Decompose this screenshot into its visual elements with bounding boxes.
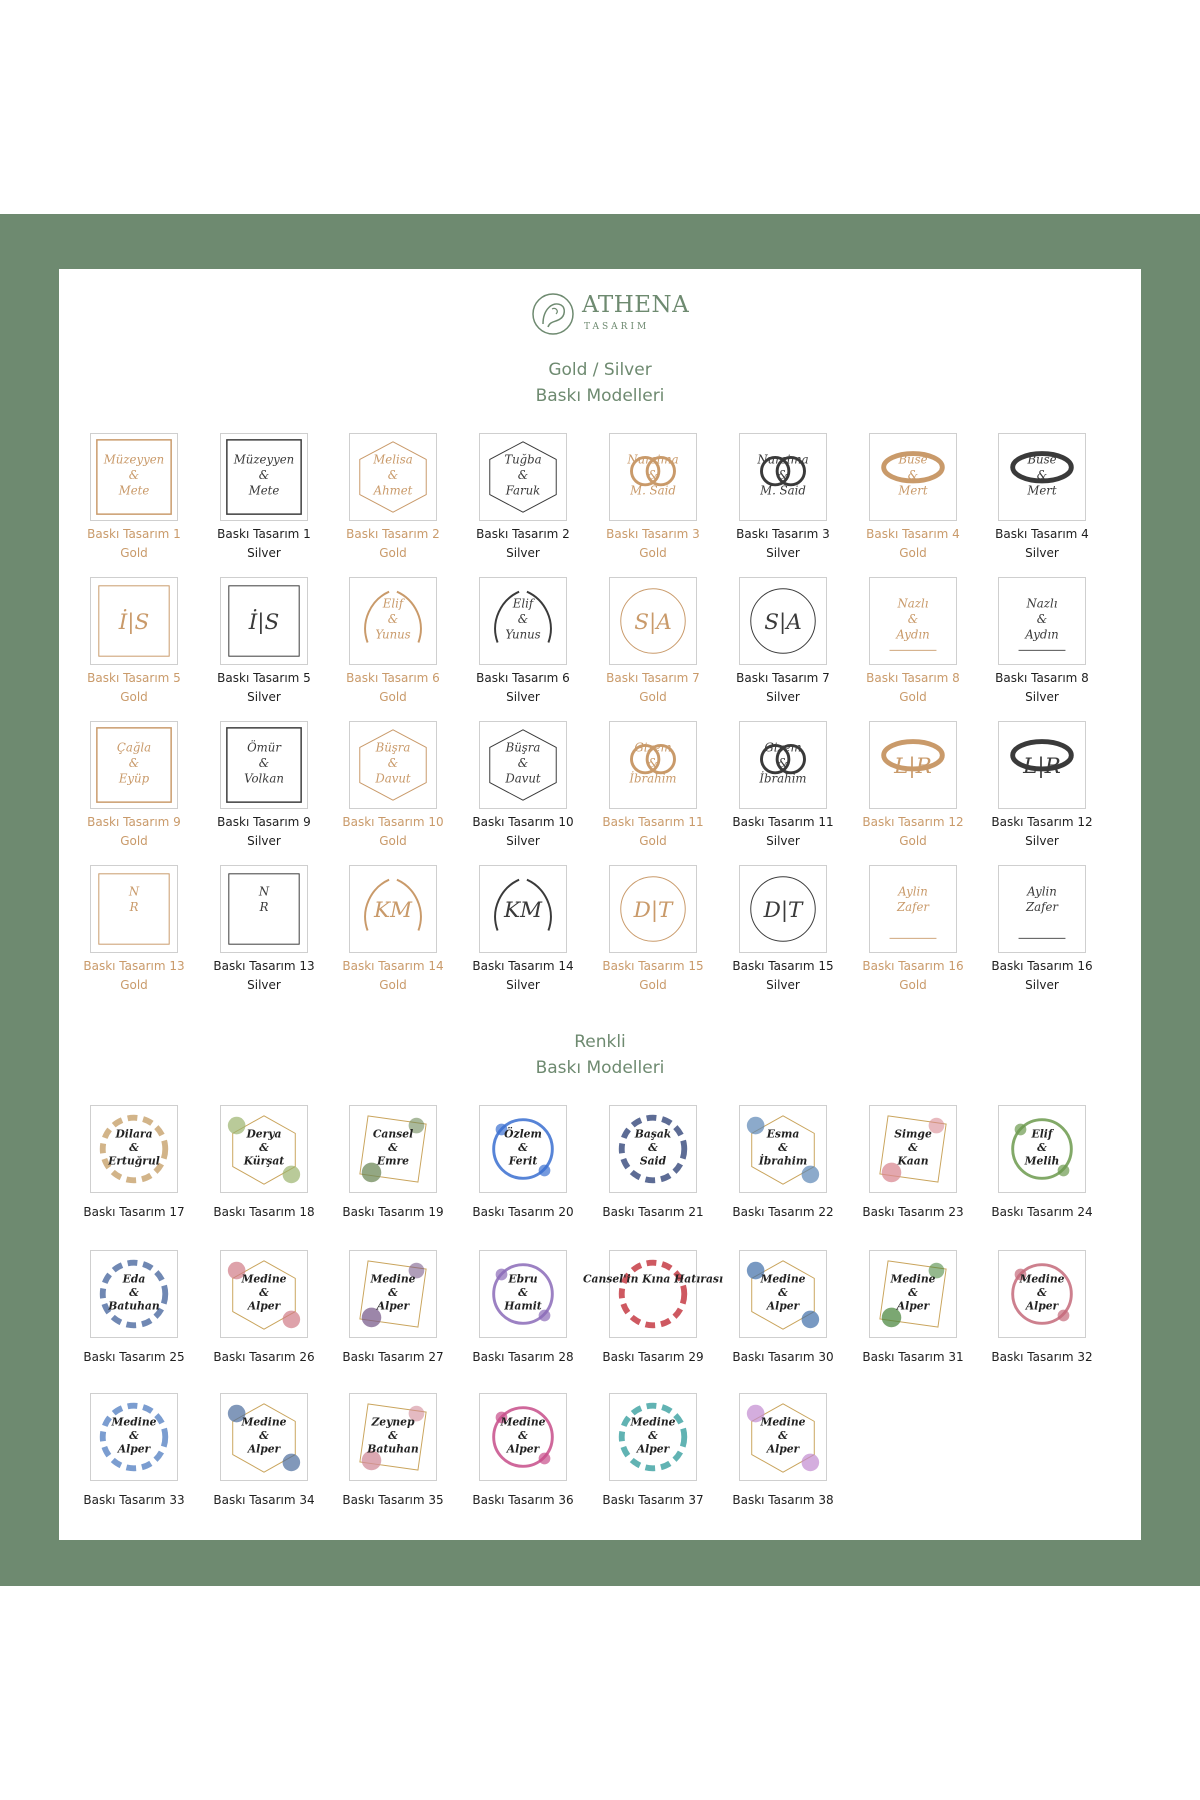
- design-name: Baskı Tasarım 12: [862, 815, 964, 829]
- design-finish: Silver: [766, 834, 800, 848]
- design-name: Baskı Tasarım 18: [213, 1205, 315, 1219]
- design-thumbnail[interactable]: [869, 721, 957, 809]
- svg-text:Mert: Mert: [1027, 483, 1057, 498]
- svg-text:Medine: Medine: [370, 1272, 416, 1286]
- brand-logo: [528, 289, 690, 345]
- design-thumbnail[interactable]: [90, 721, 178, 809]
- svg-text:&: &: [129, 1140, 139, 1154]
- design-thumbnail[interactable]: [479, 577, 567, 665]
- design-name: Baskı Tasarım 35: [342, 1493, 444, 1507]
- design-thumbnail[interactable]: [869, 865, 957, 953]
- design-thumbnail[interactable]: [582, 1250, 724, 1338]
- svg-text:Alper: Alper: [247, 1442, 281, 1456]
- svg-text:&: &: [518, 1140, 528, 1154]
- design-name: Baskı Tasarım 16: [862, 959, 964, 973]
- svg-text:&: &: [258, 467, 270, 482]
- svg-text:Medine: Medine: [111, 1415, 157, 1429]
- design-thumbnail[interactable]: [609, 865, 697, 953]
- design-thumbnail[interactable]: [349, 721, 437, 809]
- design-thumbnail[interactable]: [479, 433, 567, 521]
- svg-text:İbrahim: İbrahim: [629, 771, 677, 786]
- svg-text:&: &: [907, 611, 919, 626]
- svg-text:Cansel'in Kına Hatırası: Cansel'in Kına Hatırası: [582, 1272, 724, 1286]
- design-finish: Gold: [639, 690, 667, 704]
- svg-text:Faruk: Faruk: [505, 483, 541, 498]
- catalog-panel: [59, 269, 1141, 1540]
- design-thumbnail[interactable]: [220, 577, 308, 665]
- design-name: Baskı Tasarım 25: [83, 1350, 185, 1364]
- design-name: Baskı Tasarım 7: [736, 671, 830, 685]
- design-thumbnail[interactable]: [479, 1393, 567, 1481]
- design-thumbnail[interactable]: [998, 433, 1086, 521]
- svg-text:&: &: [129, 1428, 139, 1442]
- svg-text:Medine: Medine: [500, 1415, 546, 1429]
- design-name: Baskı Tasarım 20: [472, 1205, 574, 1219]
- design-name: Baskı Tasarım 31: [862, 1350, 964, 1364]
- svg-text:Buse: Buse: [1027, 452, 1057, 467]
- svg-text:Başak: Başak: [634, 1127, 672, 1141]
- svg-text:Alper: Alper: [506, 1442, 540, 1456]
- design-name: Baskı Tasarım 29: [602, 1350, 704, 1364]
- svg-text:Medine: Medine: [760, 1415, 806, 1429]
- design-thumbnail[interactable]: [220, 1250, 308, 1338]
- design-thumbnail[interactable]: [349, 433, 437, 521]
- design-finish: Gold: [120, 546, 148, 560]
- design-name: Baskı Tasarım 15: [732, 959, 834, 973]
- svg-text:D|T: D|T: [633, 897, 673, 923]
- svg-text:R: R: [259, 899, 269, 914]
- design-name: Baskı Tasarım 8: [866, 671, 960, 685]
- design-name: Baskı Tasarım 9: [87, 815, 181, 829]
- design-thumbnail[interactable]: [349, 865, 437, 953]
- svg-text:&: &: [258, 755, 270, 770]
- design-thumbnail[interactable]: [998, 1250, 1086, 1338]
- design-name: Baskı Tasarım 12: [991, 815, 1093, 829]
- svg-text:Zafer: Zafer: [896, 899, 930, 914]
- svg-text:&: &: [518, 1428, 528, 1442]
- svg-text:Emre: Emre: [376, 1154, 410, 1168]
- design-name: Baskı Tasarım 23: [862, 1205, 964, 1219]
- svg-text:L|R: L|R: [894, 753, 932, 779]
- design-finish: Gold: [639, 834, 667, 848]
- design-finish: Silver: [1025, 978, 1059, 992]
- svg-text:&: &: [778, 1140, 788, 1154]
- svg-text:Tuğba: Tuğba: [504, 452, 542, 467]
- design-finish: Gold: [899, 978, 927, 992]
- svg-text:Kaan: Kaan: [897, 1154, 929, 1168]
- design-thumbnail[interactable]: [90, 1393, 178, 1481]
- design-finish: Gold: [120, 978, 148, 992]
- design-name: Baskı Tasarım 1: [87, 527, 181, 541]
- design-name: Baskı Tasarım 2: [476, 527, 570, 541]
- svg-text:Dilara: Dilara: [115, 1127, 153, 1141]
- svg-text:İbrahim: İbrahim: [759, 771, 807, 786]
- svg-text:L|R: L|R: [1023, 753, 1061, 779]
- svg-text:Büşra: Büşra: [375, 740, 411, 755]
- design-thumbnail[interactable]: [998, 721, 1086, 809]
- design-name: Baskı Tasarım 19: [342, 1205, 444, 1219]
- svg-text:M. Said: M. Said: [760, 483, 806, 498]
- design-finish: Silver: [247, 546, 281, 560]
- section-heading-color: [59, 1029, 1141, 1081]
- design-name: Baskı Tasarım 14: [472, 959, 574, 973]
- design-name: Baskı Tasarım 26: [213, 1350, 315, 1364]
- svg-text:Müzeyyen: Müzeyyen: [233, 452, 295, 467]
- svg-text:Medine: Medine: [760, 1272, 806, 1286]
- svg-text:Medine: Medine: [630, 1415, 676, 1429]
- svg-text:Gizem: Gizem: [764, 740, 802, 755]
- svg-text:&: &: [387, 755, 399, 770]
- svg-text:Melih: Melih: [1024, 1154, 1060, 1168]
- svg-text:&: &: [518, 1285, 528, 1299]
- svg-text:Alper: Alper: [766, 1442, 800, 1456]
- design-name: Baskı Tasarım 33: [83, 1493, 185, 1507]
- svg-text:Nazlı: Nazlı: [1026, 596, 1058, 611]
- svg-text:Gizem: Gizem: [634, 740, 672, 755]
- svg-text:&: &: [387, 467, 399, 482]
- design-finish: Silver: [766, 546, 800, 560]
- svg-text:Medine: Medine: [241, 1415, 287, 1429]
- svg-text:Alper: Alper: [636, 1442, 670, 1456]
- svg-text:M. Said: M. Said: [630, 483, 676, 498]
- design-thumbnail[interactable]: [869, 1250, 957, 1338]
- design-thumbnail[interactable]: [220, 865, 308, 953]
- design-finish: Silver: [1025, 546, 1059, 560]
- svg-text:&: &: [517, 611, 529, 626]
- design-name: Baskı Tasarım 1: [217, 527, 311, 541]
- design-name: Baskı Tasarım 9: [217, 815, 311, 829]
- svg-text:Müzeyyen: Müzeyyen: [103, 452, 165, 467]
- svg-text:&: &: [128, 467, 140, 482]
- design-thumbnail[interactable]: [869, 577, 957, 665]
- section-heading-metal: [59, 357, 1141, 409]
- svg-text:N: N: [258, 884, 270, 899]
- design-thumbnail[interactable]: [998, 1105, 1086, 1193]
- design-thumbnail[interactable]: [609, 1105, 697, 1193]
- svg-text:&: &: [388, 1140, 398, 1154]
- svg-text:Derya: Derya: [246, 1127, 282, 1141]
- svg-text:Ebru: Ebru: [508, 1272, 538, 1286]
- svg-text:&: &: [129, 1285, 139, 1299]
- design-name: Baskı Tasarım 6: [346, 671, 440, 685]
- svg-text:&: &: [1036, 467, 1048, 482]
- svg-text:S|A: S|A: [764, 609, 802, 635]
- design-name: Baskı Tasarım 21: [602, 1205, 704, 1219]
- svg-text:&: &: [908, 1285, 918, 1299]
- svg-text:&: &: [517, 467, 529, 482]
- design-thumbnail[interactable]: [739, 433, 827, 521]
- svg-text:Kürşat: Kürşat: [243, 1154, 285, 1168]
- design-finish: Silver: [247, 690, 281, 704]
- design-thumbnail[interactable]: [90, 865, 178, 953]
- svg-text:Cansel: Cansel: [372, 1127, 414, 1141]
- design-thumbnail[interactable]: [739, 721, 827, 809]
- svg-text:Volkan: Volkan: [244, 771, 284, 786]
- svg-text:Yunus: Yunus: [375, 627, 411, 642]
- design-finish: Silver: [506, 546, 540, 560]
- brand-name: ATHENA: [582, 292, 690, 318]
- svg-text:Medine: Medine: [890, 1272, 936, 1286]
- design-name: Baskı Tasarım 10: [472, 815, 574, 829]
- svg-text:&: &: [778, 1428, 788, 1442]
- design-finish: Gold: [379, 690, 407, 704]
- design-finish: Gold: [899, 834, 927, 848]
- design-thumbnail[interactable]: [739, 1250, 827, 1338]
- design-name: Baskı Tasarım 34: [213, 1493, 315, 1507]
- svg-text:Alper: Alper: [376, 1299, 410, 1313]
- svg-text:Batuhan: Batuhan: [367, 1442, 419, 1456]
- svg-text:Yunus: Yunus: [505, 627, 541, 642]
- design-thumbnail[interactable]: [479, 865, 567, 953]
- section-color-line1: Renkli: [574, 1032, 626, 1052]
- design-finish: Gold: [120, 690, 148, 704]
- design-thumbnail[interactable]: [90, 433, 178, 521]
- design-name: Baskı Tasarım 3: [736, 527, 830, 541]
- svg-text:Mete: Mete: [248, 483, 280, 498]
- svg-text:R: R: [129, 899, 139, 914]
- svg-text:Medine: Medine: [1019, 1272, 1065, 1286]
- design-name: Baskı Tasarım 11: [732, 815, 834, 829]
- design-thumbnail[interactable]: [869, 433, 957, 521]
- section-color-line2: Baskı Modelleri: [535, 1058, 665, 1078]
- svg-text:Elif: Elif: [512, 596, 534, 611]
- svg-text:Alper: Alper: [117, 1442, 151, 1456]
- design-thumbnail[interactable]: [90, 577, 178, 665]
- svg-text:Elif: Elif: [382, 596, 404, 611]
- svg-text:Batuhan: Batuhan: [108, 1299, 160, 1313]
- design-name: Baskı Tasarım 38: [732, 1493, 834, 1507]
- svg-text:KM: KM: [373, 897, 413, 923]
- design-finish: Gold: [899, 546, 927, 560]
- svg-text:&: &: [648, 1140, 658, 1154]
- design-finish: Gold: [639, 978, 667, 992]
- design-thumbnail[interactable]: [609, 1393, 697, 1481]
- svg-text:Zafer: Zafer: [1025, 899, 1059, 914]
- design-name: Baskı Tasarım 27: [342, 1350, 444, 1364]
- design-thumbnail[interactable]: [739, 865, 827, 953]
- svg-text:KM: KM: [503, 897, 543, 923]
- athena-head-icon: [528, 289, 578, 339]
- svg-text:&: &: [777, 755, 789, 770]
- svg-text:&: &: [647, 467, 659, 482]
- design-name: Baskı Tasarım 32: [991, 1350, 1093, 1364]
- svg-text:Aydın: Aydın: [896, 627, 930, 642]
- svg-text:&: &: [388, 1285, 398, 1299]
- svg-text:Alper: Alper: [766, 1299, 800, 1313]
- svg-text:Alper: Alper: [247, 1299, 281, 1313]
- design-name: Baskı Tasarım 4: [866, 527, 960, 541]
- design-name: Baskı Tasarım 8: [995, 671, 1089, 685]
- svg-text:Ertuğrul: Ertuğrul: [108, 1154, 160, 1168]
- design-thumbnail[interactable]: [90, 1250, 178, 1338]
- design-thumbnail[interactable]: [349, 1393, 437, 1481]
- design-thumbnail[interactable]: [739, 1393, 827, 1481]
- svg-text:Davut: Davut: [505, 771, 541, 786]
- design-thumbnail[interactable]: [90, 1105, 178, 1193]
- design-name: Baskı Tasarım 4: [995, 527, 1089, 541]
- svg-text:&: &: [517, 755, 529, 770]
- svg-text:Ömür: Ömür: [247, 740, 281, 755]
- svg-text:&: &: [128, 755, 140, 770]
- svg-text:Ferit: Ferit: [508, 1154, 538, 1168]
- svg-text:&: &: [648, 1428, 658, 1442]
- design-name: Baskı Tasarım 10: [342, 815, 444, 829]
- svg-text:Aylin: Aylin: [1027, 884, 1057, 899]
- design-thumbnail[interactable]: [479, 721, 567, 809]
- design-finish: Gold: [379, 978, 407, 992]
- svg-text:S|A: S|A: [634, 609, 672, 635]
- svg-text:&: &: [777, 467, 789, 482]
- design-name: Baskı Tasarım 13: [213, 959, 315, 973]
- design-name: Baskı Tasarım 14: [342, 959, 444, 973]
- design-name: Baskı Tasarım 37: [602, 1493, 704, 1507]
- svg-text:Ahmet: Ahmet: [373, 483, 413, 498]
- svg-text:&: &: [908, 1140, 918, 1154]
- design-thumbnail[interactable]: [220, 1393, 308, 1481]
- design-name: Baskı Tasarım 30: [732, 1350, 834, 1364]
- design-name: Baskı Tasarım 5: [217, 671, 311, 685]
- svg-text:&: &: [259, 1140, 269, 1154]
- design-name: Baskı Tasarım 28: [472, 1350, 574, 1364]
- section-metal-line1: Gold / Silver: [548, 360, 652, 380]
- svg-text:Mert: Mert: [898, 483, 928, 498]
- design-thumbnail[interactable]: [739, 1105, 827, 1193]
- svg-text:İ|S: İ|S: [118, 609, 150, 635]
- design-thumbnail[interactable]: [220, 433, 308, 521]
- svg-text:Hamit: Hamit: [504, 1299, 542, 1313]
- svg-text:Eda: Eda: [122, 1272, 146, 1286]
- design-finish: Gold: [899, 690, 927, 704]
- svg-text:Medine: Medine: [241, 1272, 287, 1286]
- design-name: Baskı Tasarım 15: [602, 959, 704, 973]
- design-name: Baskı Tasarım 13: [83, 959, 185, 973]
- design-finish: Gold: [639, 546, 667, 560]
- design-name: Baskı Tasarım 3: [606, 527, 700, 541]
- design-thumbnail[interactable]: [220, 721, 308, 809]
- design-name: Baskı Tasarım 16: [991, 959, 1093, 973]
- svg-text:D|T: D|T: [763, 897, 803, 923]
- design-thumbnail[interactable]: [349, 577, 437, 665]
- svg-text:&: &: [647, 755, 659, 770]
- svg-text:Elif: Elif: [1031, 1127, 1053, 1141]
- design-finish: Silver: [766, 690, 800, 704]
- svg-text:Esma: Esma: [766, 1127, 800, 1141]
- svg-text:Eyüp: Eyüp: [118, 771, 150, 786]
- design-thumbnail[interactable]: [479, 1250, 567, 1338]
- svg-text:İbrahim: İbrahim: [758, 1154, 808, 1168]
- svg-text:Alper: Alper: [1025, 1299, 1059, 1313]
- svg-text:Said: Said: [639, 1154, 667, 1168]
- svg-text:Davut: Davut: [375, 771, 411, 786]
- design-thumbnail[interactable]: [349, 1105, 437, 1193]
- svg-text:Nursima: Nursima: [627, 452, 679, 467]
- design-finish: Silver: [506, 978, 540, 992]
- svg-text:&: &: [387, 611, 399, 626]
- design-thumbnail[interactable]: [869, 1105, 957, 1193]
- svg-text:Zeynep: Zeynep: [371, 1415, 415, 1429]
- design-name: Baskı Tasarım 17: [83, 1205, 185, 1219]
- svg-text:Mete: Mete: [118, 483, 150, 498]
- svg-text:Aydın: Aydın: [1025, 627, 1059, 642]
- svg-text:Özlem: Özlem: [504, 1127, 542, 1141]
- svg-text:Çağla: Çağla: [116, 740, 152, 755]
- svg-text:Büşra: Büşra: [505, 740, 541, 755]
- design-name: Baskı Tasarım 5: [87, 671, 181, 685]
- design-thumbnail[interactable]: [998, 865, 1086, 953]
- svg-text:&: &: [907, 467, 919, 482]
- design-name: Baskı Tasarım 7: [606, 671, 700, 685]
- design-thumbnail[interactable]: [998, 577, 1086, 665]
- design-name: Baskı Tasarım 24: [991, 1205, 1093, 1219]
- svg-text:&: &: [778, 1285, 788, 1299]
- design-finish: Silver: [766, 978, 800, 992]
- design-name: Baskı Tasarım 2: [346, 527, 440, 541]
- design-finish: Silver: [506, 690, 540, 704]
- design-finish: Gold: [120, 834, 148, 848]
- design-finish: Silver: [1025, 690, 1059, 704]
- design-name: Baskı Tasarım 36: [472, 1493, 574, 1507]
- design-finish: Silver: [247, 978, 281, 992]
- design-name: Baskı Tasarım 11: [602, 815, 704, 829]
- design-thumbnail[interactable]: [479, 1105, 567, 1193]
- svg-text:&: &: [388, 1428, 398, 1442]
- design-thumbnail[interactable]: [220, 1105, 308, 1193]
- svg-text:Alper: Alper: [896, 1299, 930, 1313]
- design-finish: Silver: [247, 834, 281, 848]
- svg-text:Melisa: Melisa: [373, 452, 413, 467]
- svg-text:Aylin: Aylin: [898, 884, 928, 899]
- svg-text:Buse: Buse: [898, 452, 928, 467]
- design-finish: Gold: [379, 834, 407, 848]
- design-name: Baskı Tasarım 22: [732, 1205, 834, 1219]
- design-finish: Silver: [1025, 834, 1059, 848]
- svg-text:İ|S: İ|S: [248, 609, 280, 635]
- design-finish: Gold: [379, 546, 407, 560]
- design-finish: Silver: [506, 834, 540, 848]
- section-metal-line2: Baskı Modelleri: [535, 386, 665, 406]
- design-thumbnail[interactable]: [609, 577, 697, 665]
- svg-text:N: N: [128, 884, 140, 899]
- svg-text:&: &: [1037, 1140, 1047, 1154]
- svg-text:&: &: [259, 1428, 269, 1442]
- svg-text:&: &: [1036, 611, 1048, 626]
- design-name: Baskı Tasarım 6: [476, 671, 570, 685]
- design-thumbnail[interactable]: [609, 433, 697, 521]
- design-thumbnail[interactable]: [609, 721, 697, 809]
- svg-text:Simge: Simge: [894, 1127, 932, 1141]
- svg-text:&: &: [259, 1285, 269, 1299]
- svg-text:Nursima: Nursima: [757, 452, 809, 467]
- svg-text:&: &: [1037, 1285, 1047, 1299]
- design-thumbnail[interactable]: [739, 577, 827, 665]
- svg-text:Nazlı: Nazlı: [897, 596, 929, 611]
- brand-sub: TASARIM: [584, 322, 650, 332]
- design-thumbnail[interactable]: [349, 1250, 437, 1338]
